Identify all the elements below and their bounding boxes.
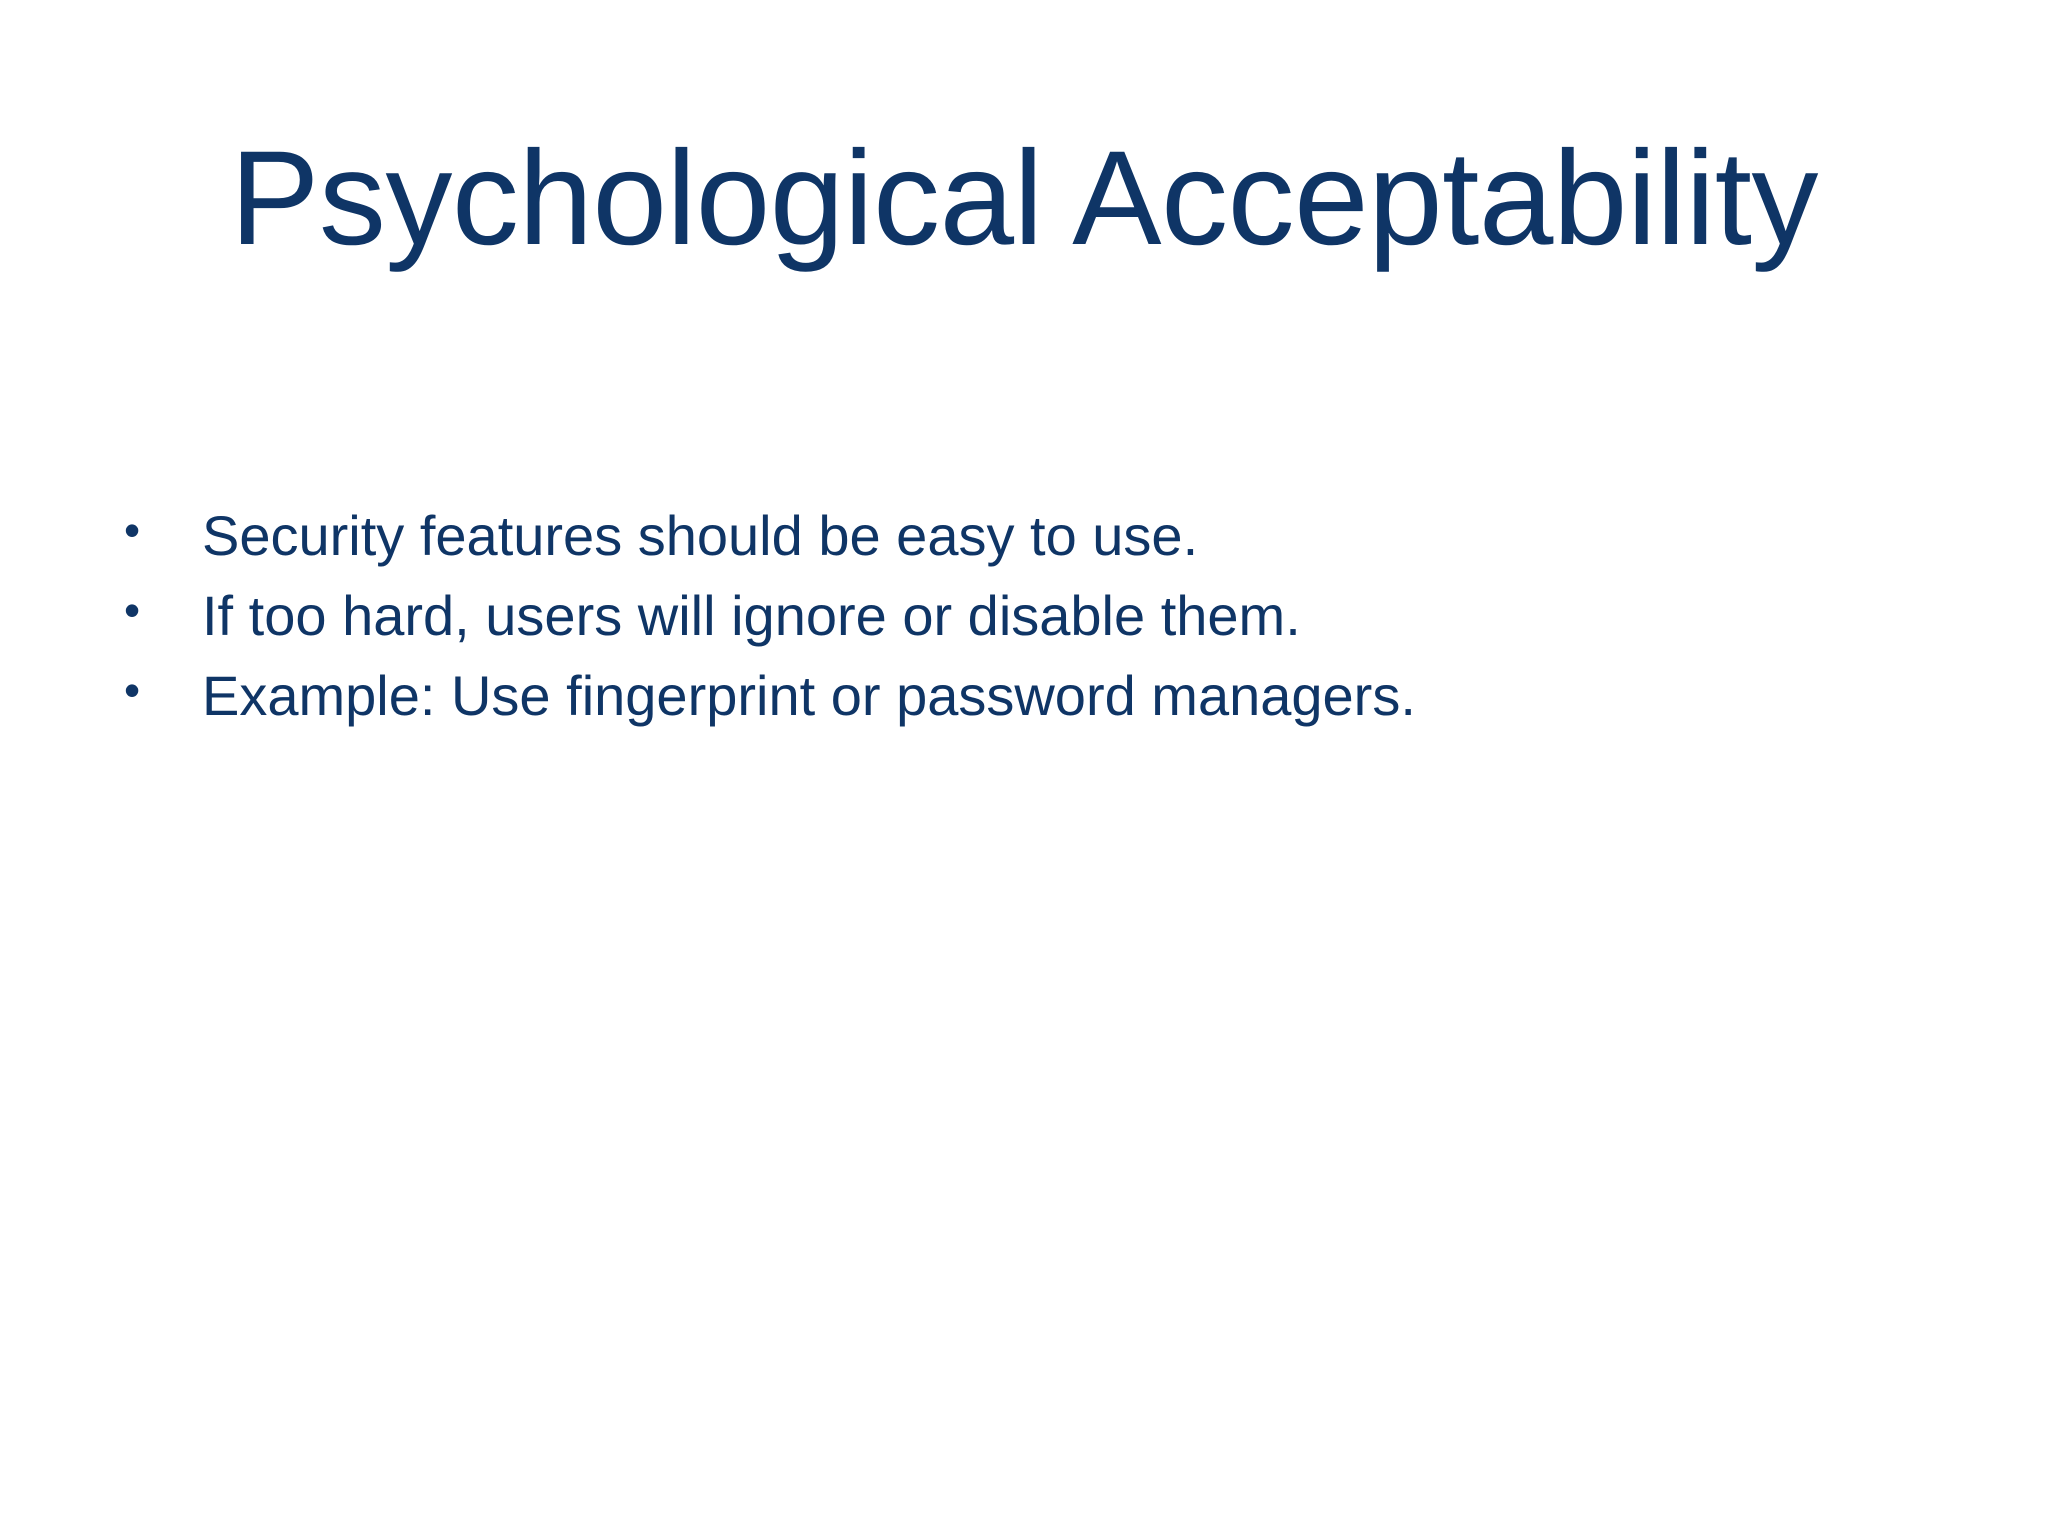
bullet-icon: • <box>124 504 141 556</box>
bullet-icon: • <box>124 584 141 636</box>
bullet-icon: • <box>124 664 141 716</box>
bullet-text: Example: Use fingerprint or password managers. <box>202 664 1416 727</box>
list-item <box>0 496 2048 576</box>
list-item <box>0 656 2048 736</box>
bullet-list <box>0 496 2048 736</box>
slide-title: Psychological Acceptability <box>230 124 1818 273</box>
bullet-text: Security features should be easy to use. <box>202 504 1199 567</box>
list-item <box>0 576 2048 656</box>
bullet-text: If too hard, users will ignore or disable them. <box>202 584 1301 647</box>
